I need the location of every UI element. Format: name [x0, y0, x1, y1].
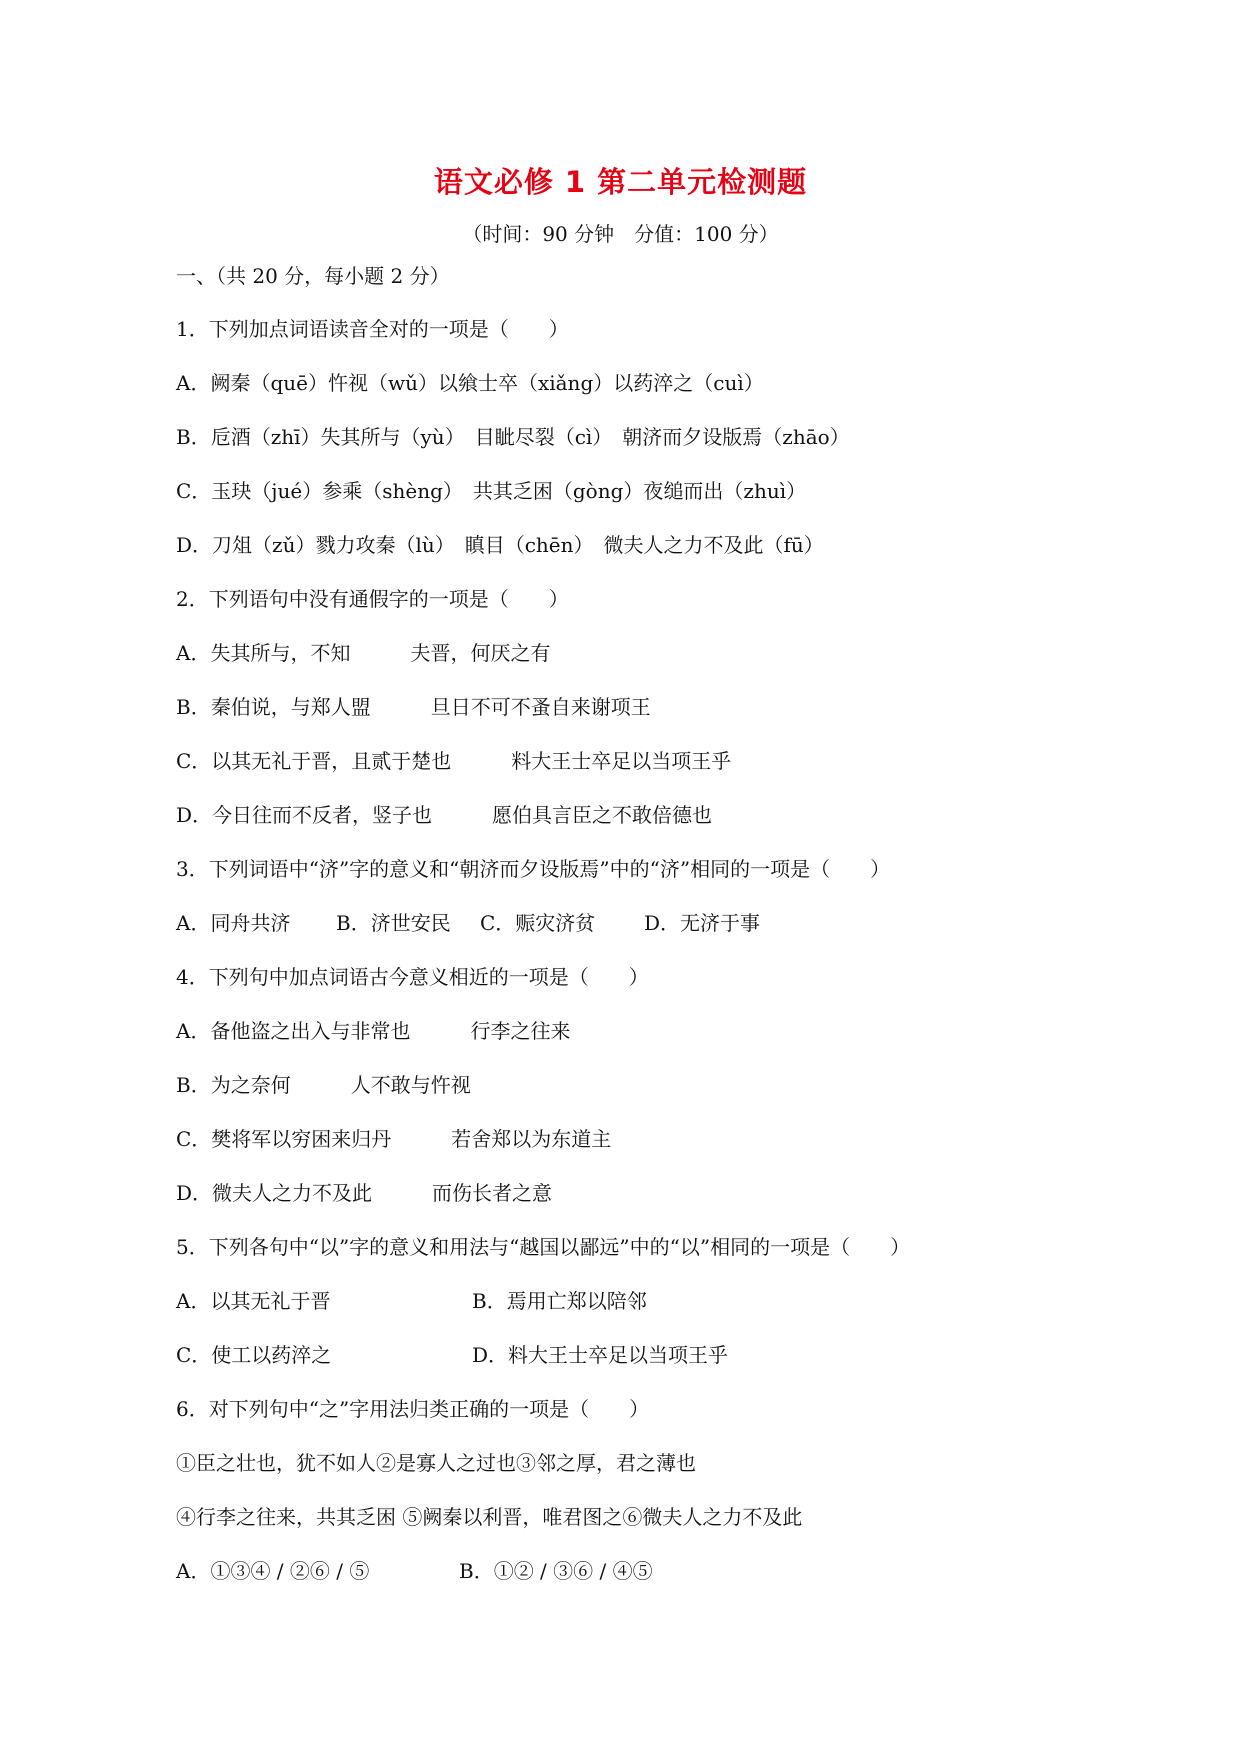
question-1-option-d: D．刀俎（zǔ）戮力攻秦（lù） 瞋目（chēn） 微夫人之力不及此（fū）	[176, 533, 824, 557]
question-6-option-b: B．①② / ③⑥ / ④⑤	[459, 1559, 653, 1583]
question-4-option-c: C．樊将军以穷困来归丹 若舍郑以为东道主	[176, 1127, 612, 1151]
question-5-option-c: C．使工以药淬之	[176, 1343, 332, 1367]
question-3-option-c: C．赈灾济贫	[480, 911, 596, 935]
question-2-option-a: A．失其所与，不知 夫晋，何厌之有	[176, 641, 551, 665]
page-title: 语文必修 1 第二单元检测题	[433, 165, 808, 199]
question-3-option-b: B．济世安民	[336, 911, 451, 935]
question-2-option-c: C．以其无礼于晋，且贰于楚也 料大王士卒足以当项王乎	[176, 749, 732, 773]
question-3-options	[176, 909, 876, 1077]
question-1-option-a: A．阙秦（quē）忤视（wǔ）以飨士卒（xiǎng）以药淬之（cuì）	[176, 371, 764, 395]
question-6-options	[176, 1557, 876, 1669]
question-4-option-a: A．备他盗之出入与非常也 行李之往来	[176, 1019, 571, 1043]
question-3-option-d: D．无济于事	[644, 911, 761, 935]
question-5-stem: 5．下列各句中“以”字的意义和用法与“越国以鄙远”中的“以”相同的一项是（ ）	[176, 1235, 911, 1259]
question-1-option-c: C．玉玦（jué）参乘（shèng） 共其乏困（gòng）夜缒而出（zhuì）	[176, 479, 807, 503]
exam-info: （时间：90 分钟 分值：100 分）	[462, 222, 779, 246]
question-3-option-a: A．同舟共济	[176, 911, 291, 935]
question-2-option-d: D．今日往而不反者，竖子也 愿伯具言臣之不敢倍德也	[176, 803, 713, 827]
question-6-stem: 6．对下列句中“之”字用法归类正确的一项是（ ）	[176, 1397, 650, 1421]
question-1-option-b: B．卮酒（zhī）失其所与（yù） 目眦尽裂（cì） 朝济而夕设版焉（zhāo）	[176, 425, 850, 449]
section-heading: 一、（共 20 分，每小题 2 分）	[176, 264, 450, 288]
question-4-option-b: B．为之奈何 人不敢与忤视	[176, 1073, 471, 1097]
question-1-stem: 1．下列加点词语读音全对的一项是（ ）	[176, 317, 569, 341]
question-5-option-b: B．焉用亡郑以陪邻	[472, 1289, 647, 1313]
question-5-option-d: D．料大王士卒足以当项王乎	[472, 1343, 729, 1367]
question-4-stem: 4．下列句中加点词语古今意义相近的一项是（ ）	[176, 965, 649, 989]
question-6-items-line-1: ①臣之壮也，犹不如人②是寡人之过也③邻之厚，君之薄也	[176, 1451, 696, 1475]
question-4-option-d: D．微夫人之力不及此 而伤长者之意	[176, 1181, 553, 1205]
question-6-items-line-2: ④行李之往来，共其乏困 ⑤阙秦以利晋，唯君图之⑥微夫人之力不及此	[176, 1505, 803, 1529]
question-2-option-b: B．秦伯说，与郑人盟 旦日不可不蚤自来谢项王	[176, 695, 651, 719]
question-5-option-a: A．以其无礼于晋	[176, 1289, 331, 1313]
question-6-option-a: A．①③④ / ②⑥ / ⑤	[176, 1559, 370, 1583]
question-3-stem: 3．下列词语中“济”字的意义和“朝济而夕设版焉”中的“济”相同的一项是（ ）	[176, 857, 891, 881]
question-2-stem: 2．下列语句中没有通假字的一项是（ ）	[176, 587, 569, 611]
